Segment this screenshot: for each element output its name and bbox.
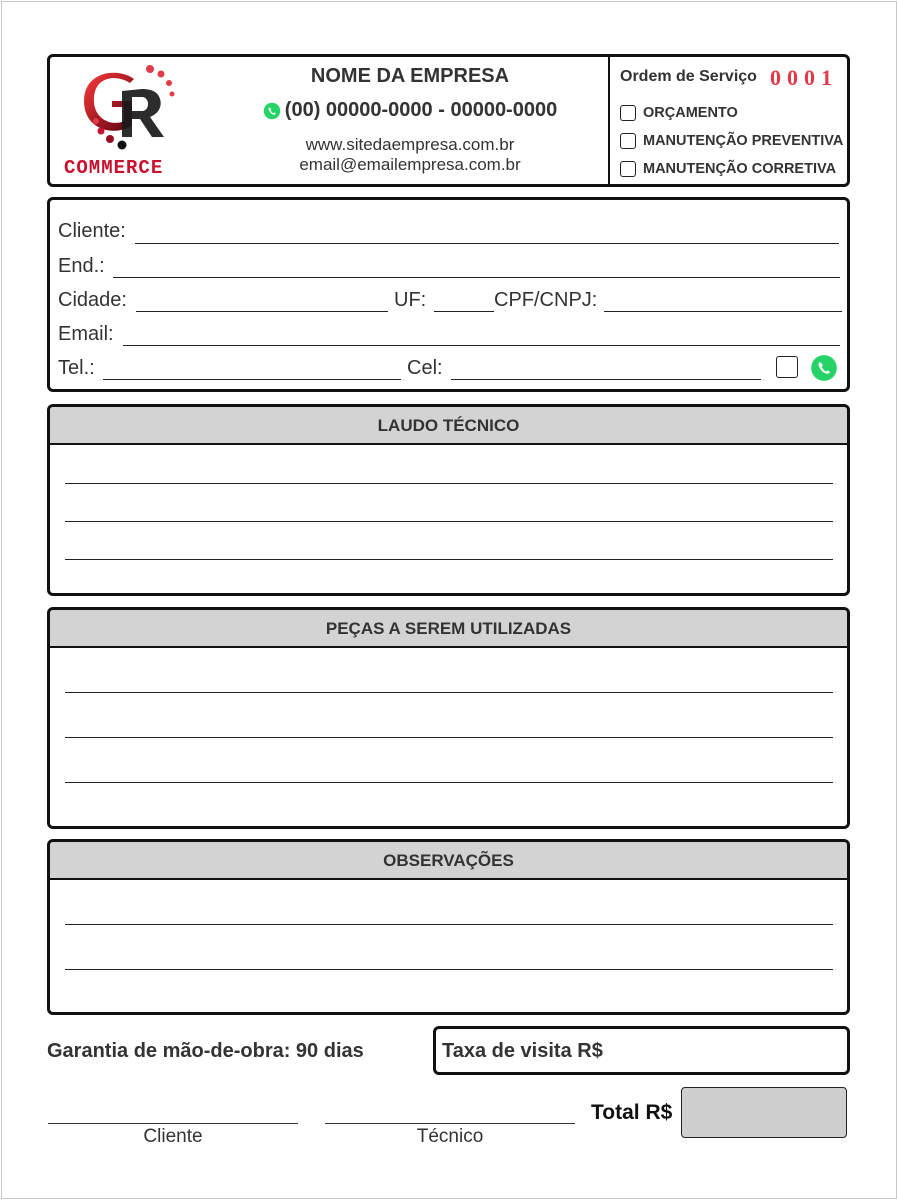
tel-field[interactable] <box>103 379 401 380</box>
option-corretiva[interactable] <box>620 161 836 177</box>
whatsapp-icon <box>810 354 838 382</box>
company-name: NOME DA EMPRESA <box>310 65 510 87</box>
laudo-line[interactable] <box>65 521 833 522</box>
company-phone-row <box>240 99 580 122</box>
option-orcamento[interactable] <box>620 105 738 121</box>
obs-line[interactable] <box>65 924 833 925</box>
cliente-signature-line[interactable] <box>48 1123 298 1124</box>
cpf-field[interactable] <box>604 311 842 312</box>
cel-label: Cel: <box>407 357 443 379</box>
laudo-box <box>47 404 850 596</box>
pecas-line[interactable] <box>65 737 833 738</box>
email-field[interactable] <box>123 345 840 346</box>
company-email: email@emailempresa.com.br <box>299 155 521 174</box>
pecas-line[interactable] <box>65 692 833 693</box>
order-title: Ordem de Serviço <box>620 68 757 85</box>
option-label: ORÇAMENTO <box>643 105 738 121</box>
pecas-box <box>47 607 850 829</box>
tecnico-signature-line[interactable] <box>325 1123 575 1124</box>
pecas-line[interactable] <box>65 782 833 783</box>
tecnico-signature-label: Técnico <box>416 1126 484 1147</box>
corretiva-checkbox[interactable] <box>620 161 636 177</box>
total-field[interactable] <box>681 1087 847 1138</box>
cpf-label: CPF/CNPJ: <box>494 289 598 311</box>
header-box <box>47 54 850 187</box>
laudo-line[interactable] <box>65 483 833 484</box>
orcamento-checkbox[interactable] <box>620 105 636 121</box>
total-label: Total R$ <box>591 1101 673 1124</box>
cidade-field[interactable] <box>136 311 388 312</box>
cliente-field[interactable] <box>135 243 839 244</box>
obs-line[interactable] <box>65 969 833 970</box>
client-box <box>47 197 850 392</box>
obs-box <box>47 839 850 1015</box>
uf-field[interactable] <box>434 311 494 312</box>
logo-text: COMMERCE <box>64 157 164 179</box>
order-panel <box>608 57 850 184</box>
company-website: www.sitedaempresa.com.br <box>305 135 515 154</box>
uf-label: UF: <box>394 289 427 311</box>
logo-mark-icon <box>60 61 200 161</box>
laudo-line[interactable] <box>65 559 833 560</box>
whatsapp-icon <box>263 102 281 120</box>
end-field[interactable] <box>113 277 840 278</box>
company-phone: (00) 00000-0000 - 00000-0000 <box>284 99 558 121</box>
cliente-label: Cliente: <box>58 220 126 242</box>
cliente-signature-label: Cliente <box>143 1126 203 1147</box>
garantia-text: Garantia de mão-de-obra: 90 dias <box>47 1040 364 1062</box>
tel-label: Tel.: <box>58 357 95 379</box>
company-logo <box>60 61 200 179</box>
whatsapp-checkbox[interactable] <box>776 356 798 378</box>
pecas-title: PEÇAS A SEREM UTILIZADAS <box>50 610 847 648</box>
option-preventiva[interactable] <box>620 133 843 149</box>
cidade-label: Cidade: <box>58 289 127 311</box>
taxa-box[interactable] <box>433 1026 850 1075</box>
option-label: MANUTENÇÃO PREVENTIVA <box>643 133 844 149</box>
cel-field[interactable] <box>451 379 761 380</box>
option-label: MANUTENÇÃO CORRETIVA <box>643 161 837 177</box>
laudo-title: LAUDO TÉCNICO <box>50 407 847 445</box>
taxa-label: Taxa de visita R$ <box>442 1040 603 1062</box>
email-label: Email: <box>58 323 114 345</box>
order-number: 0001 <box>770 65 838 90</box>
preventiva-checkbox[interactable] <box>620 133 636 149</box>
obs-title: OBSERVAÇÕES <box>50 842 847 880</box>
end-label: End.: <box>58 255 105 277</box>
